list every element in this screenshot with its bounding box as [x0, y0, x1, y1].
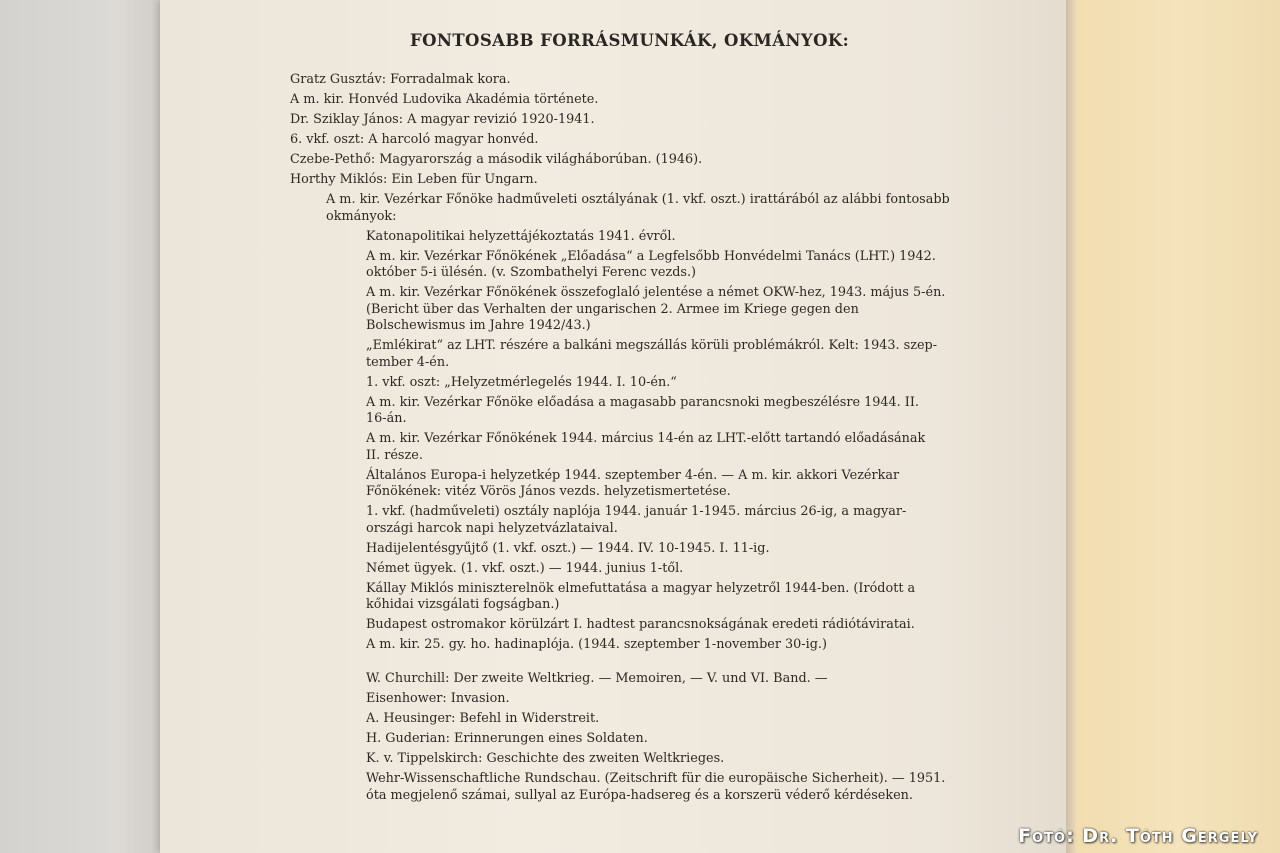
document-line: (Bericht über das Verhalten der ungarischen 2. Armee im Kriege gegen den — [366, 301, 859, 317]
document-line: A m. kir. Vezérkar Főnöke előadása a magasabb parancsnoki megbeszélésre 1944. II. — [366, 394, 919, 410]
document-line: 16-án. — [366, 411, 407, 426]
document-line: Budapest ostromakor körülzárt I. hadtest parancsnokságának eredeti rádiótáviratai. — [366, 617, 915, 632]
foreign-source-line: Wehr-Wissenschaftliche Rundschau. (Zeitschrift für die europäische Sicherheit). — 1951. — [366, 771, 946, 786]
document-line: tember 4-én. — [366, 354, 450, 370]
document-line: Német ügyek. (1. vkf. oszt.) — 1944. junius 1-től. — [366, 560, 684, 576]
foreign-source-line: A. Heusinger: Befehl in Widerstreit. — [366, 711, 600, 726]
document-entry — [330, 249, 970, 282]
foreign-source-entry — [330, 691, 970, 708]
document-entry — [330, 468, 970, 501]
document-entry — [330, 504, 970, 537]
foreign-source-entry — [330, 771, 970, 804]
document-line: Katonapolitikai helyzettájékoztatás 1941. évről. — [366, 228, 676, 244]
document-entry — [330, 285, 970, 335]
document-line: Kállay Miklós miniszterelnök elmefuttatása a magyar helyzetről 1944-ben. (Iródott a — [366, 580, 916, 596]
background-left — [0, 0, 165, 853]
bibliography-entry: Gratz Gusztáv: Forradalmak kora. — [290, 72, 511, 87]
document-line: A m. kir. 25. gy. ho. hadinaplója. (1944. szeptember 1-november 30-ig.) — [366, 637, 827, 652]
bibliography-entry: 6. vkf. oszt: A harcoló magyar honvéd. — [290, 132, 539, 147]
document-entry — [330, 229, 970, 246]
document-line: 1. vkf. (hadműveleti) osztály naplója 1944. január 1-1945. március 26-ig, a magyar- — [366, 504, 907, 519]
bibliography-entry: Horthy Miklós: Ein Leben für Ungarn. — [290, 172, 538, 187]
foreign-sources — [330, 671, 970, 804]
document-entry — [330, 581, 970, 614]
bibliography-entry: Czebe-Pethő: Magyarország a második világháborúban. (1946). — [290, 152, 703, 167]
document-line: Hadijelentésgyűjtő (1. vkf. oszt.) — 1944. IV. 10-1945. I. 11-ig. — [366, 540, 770, 556]
document-line: országi harcok napi helyzetvázlataival. — [366, 520, 618, 536]
foreign-source-entry — [330, 731, 970, 748]
foreign-source-line: H. Guderian: Erinnerungen eines Soldaten. — [366, 731, 648, 746]
document-line: A m. kir. Vezérkar Főnökének összefoglaló jelentése a német OKW-hez, 1943. május 5-én. — [366, 285, 946, 300]
document-entry — [330, 637, 970, 654]
foreign-source-entry — [330, 711, 970, 728]
document-entry — [330, 395, 970, 428]
foreign-source-entry — [330, 671, 970, 688]
page-heading: FONTOSABB FORRÁSMUNKÁK, OKMÁNYOK: — [410, 31, 850, 50]
photo-credit: Fotó: Dr. Tóth Gergely — [1018, 825, 1258, 847]
archive-intro-line: A m. kir. Vezérkar Főnöke hadműveleti osztályának (1. vkf. oszt.) irattárából az alábbi fontosabb — [326, 192, 950, 207]
document-line: A m. kir. Vezérkar Főnökének 1944. március 14-én az LHT.-előtt tartandó előadásának — [366, 431, 926, 446]
document-entry — [330, 561, 970, 578]
foreign-source-line: W. Churchill: Der zweite Weltkrieg. — Memoiren, — V. und VI. Band. — — [366, 671, 828, 686]
document-entry — [330, 375, 970, 392]
foreign-source-line: K. v. Tippelskirch: Geschichte des zweiten Weltkrieges. — [366, 751, 725, 766]
document-entry — [330, 338, 970, 371]
bibliography-entry: Dr. Sziklay János: A magyar revizió 1920-1941. — [290, 112, 595, 127]
document-line: Általános Europa-i helyzetkép 1944. szeptember 4-én. — A m. kir. akkori Vezérkar — [366, 467, 900, 483]
section-gap — [330, 657, 970, 671]
document-line: Főnökének: vitéz Vörös János vezds. helyzetismertetése. — [366, 484, 731, 499]
document-line: 1. vkf. oszt: „Helyzetmérlegelés 1944. I. 10-én.“ — [366, 374, 677, 390]
foreign-source-line: Eisenhower: Invasion. — [366, 691, 510, 706]
book-spine — [1066, 0, 1076, 853]
foreign-source-line: óta megjelenő számai, sullyal az Európa-hadsereg és a korszerü véderő kérdéseken. — [366, 787, 913, 803]
document-line: Bolschewismus im Jahre 1942/43.) — [366, 318, 591, 333]
facing-page — [1076, 0, 1280, 853]
top-entries — [290, 72, 970, 189]
document-line: október 5-i ülésén. (v. Szombathelyi Ferenc vezds.) — [366, 265, 697, 280]
foreign-source-entry — [330, 751, 970, 768]
document-line: „Emlékirat“ az LHT. részére a balkáni megszállás körüli problémákról. Kelt: 1943. szep- — [366, 338, 938, 353]
bibliography — [290, 72, 970, 808]
bibliography-entry: A m. kir. Honvéd Ludovika Akadémia története. — [290, 92, 599, 107]
document-entry — [330, 541, 970, 558]
document-list — [330, 229, 970, 805]
document-line: A m. kir. Vezérkar Főnökének „Előadása“ a Legfelsőbb Honvédelmi Tanács (LHT.) 1942. — [366, 248, 936, 264]
document-entry — [330, 431, 970, 464]
document-line: kőhidai vizsgálati fogságban.) — [366, 597, 560, 612]
archive-intro-line: okmányok: — [326, 208, 397, 224]
document-line: II. része. — [366, 447, 423, 463]
document-entry — [330, 617, 970, 634]
archive-intro — [290, 192, 970, 225]
